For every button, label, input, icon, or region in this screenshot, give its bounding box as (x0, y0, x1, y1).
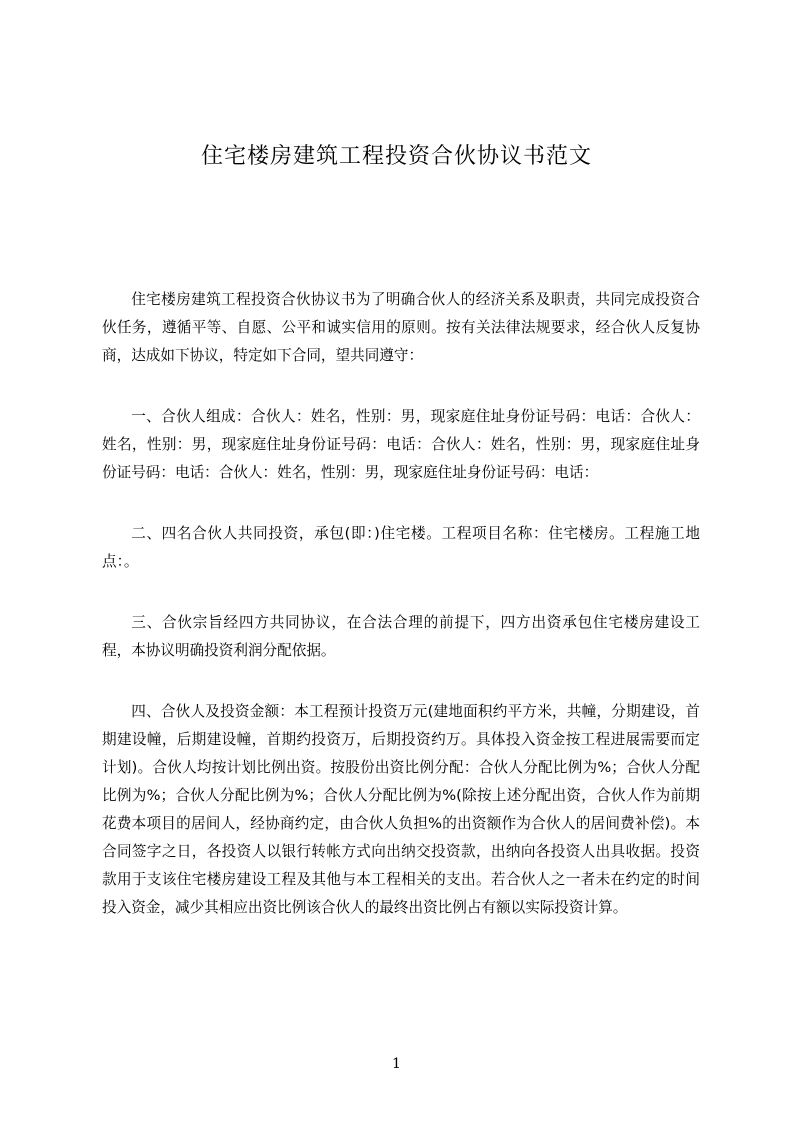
clause-4-paragraph: 四、合伙人及投资金额：本工程预计投资万元(建地面积约平方米，共幢，分期建设，首期建设幢，后期建设幢，首期约投资万，后期投资约万。具体投入资金按工程进展需要而定计划)。合伙人均按计划比例出资。按股份出资比例分配：合伙人分配比例为%；合伙人分配比例为%；合伙人分配比例为%；合伙人分配比例为%(除按上述分配出资，合伙人作为前期花费本项目的居间人，经协商约定，由合伙人负担%的出资额作为合伙人的居间费补偿)。本合同签字之日，各投资人以银行转帐方式向出纳交投资款，出纳向各投资人出具收据。投资款用于支该住宅楼房建设工程及其他与本工程相关的支出。若合伙人之一者未在约定的时间投入资金，减少其相应出资比例该合伙人的最终出资比例占有额以实际投资计算。 (102, 703, 700, 916)
clause-2-paragraph: 二、四名合伙人共同投资，承包(即：)住宅楼。工程项目名称：住宅楼房。工程施工地点：。 (102, 525, 700, 570)
clause-1-paragraph: 一、合伙人组成：合伙人：姓名，性别：男，现家庭住址身份证号码：电话：合伙人：姓名，性别：男，现家庭住址身份证号码：电话：合伙人：姓名，性别：男，现家庭住址身份证号码：电话：合伙人：姓名，性别：男，现家庭住址身份证号码：电话： (102, 408, 700, 481)
clause-3-paragraph: 三、合伙宗旨经四方共同协议，在合法合理的前提下，四方出资承包住宅楼房建设工程，本协议明确投资利润分配依据。 (102, 614, 700, 659)
document-body (102, 286, 700, 955)
page-number: 1 (392, 1056, 401, 1072)
intro-paragraph: 住宅楼房建筑工程投资合伙协议书为了明确合伙人的经济关系及职责，共同完成投资合伙任务，遵循平等、自愿、公平和诚实信用的原则。按有关法律法规要求，经合伙人反复协商，达成如下协议，特定如下合同，望共同遵守： (102, 291, 700, 364)
document-title: 住宅楼房建筑工程投资合伙协议书范文 (200, 144, 592, 169)
